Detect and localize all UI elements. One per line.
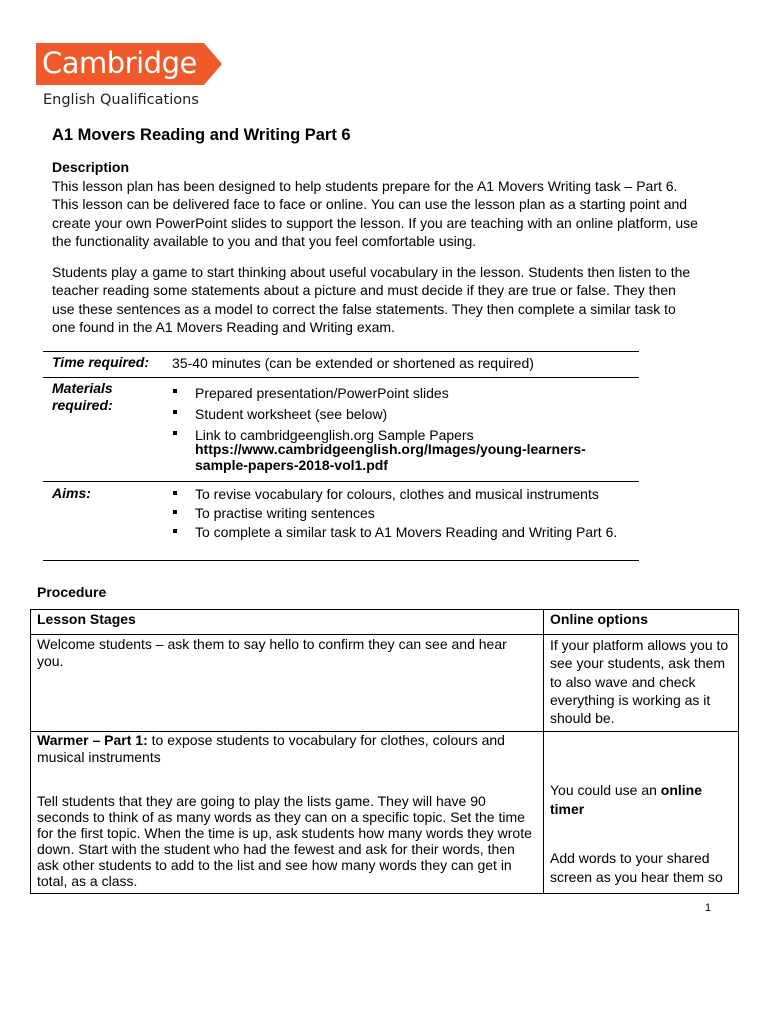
row2-online-timer [550, 781, 730, 818]
page-number: 1 [705, 902, 712, 914]
row1-online-text: If your platform allows you to see your students, ask them to also wave and check everything is working as it should be. [550, 637, 729, 727]
materials-list [172, 383, 474, 446]
sample-papers-link[interactable]: https://www.cambridgeenglish.org/Images/young-learners-sample-papers-2018-vol1.pdf [195, 441, 586, 473]
column-divider [543, 610, 544, 893]
column-header-online: Online options [550, 611, 648, 627]
online-timer-link[interactable]: online timer [550, 782, 703, 817]
list-item: Student worksheet (see below) [172, 404, 474, 425]
list-item: To practise writing sentences [172, 504, 617, 523]
row2-stage-paragraph: Tell students that they are going to play the lists game. They will have 90 seconds to think of as many words as they can on a specific topic. Set the time for the first topic. When the time is up, ask students how many words they wrote down. Start with the student who had the fewest and ask for their words, then ask other students to add to the list and see how many words they can get in total, as a class. [37, 793, 532, 889]
procedure-heading: Procedure [37, 584, 107, 600]
description-paragraph-1: This lesson plan has been designed to help students prepare for the A1 Movers Writing task – Part 6. This lesson can be delivered face to face or online. You can use the lesson plan as a starting point and create your own PowerPoint slides to support the lesson. If you are teaching with an online platform, use the functionality available to you and that you feel comfortable using. [52, 178, 698, 249]
column-header-stages: Lesson Stages [37, 611, 136, 627]
description-heading: Description [52, 159, 130, 175]
list-item: To complete a similar task to A1 Movers Reading and Writing Part 6. [172, 523, 617, 542]
warmer-label: Warmer – Part 1: [37, 732, 148, 748]
row-divider [31, 634, 738, 635]
logo-subtitle: English Qualifications [43, 92, 199, 108]
divider [43, 560, 639, 561]
row2-stage-intro [37, 732, 527, 765]
procedure-table [30, 609, 739, 894]
list-item: Prepared presentation/PowerPoint slides [172, 383, 474, 404]
aims-label: Aims: [52, 485, 91, 501]
cambridge-logo [36, 43, 222, 85]
logo-wordmark: Cambridge [42, 46, 197, 80]
description-paragraph-2: Students play a game to start thinking about useful vocabulary in the lesson. Students then listen to the teacher reading some statements about a picture and must decide if they are true or false. They then use these sentences as a model to correct the false statements. They then complete a similar task to one found in the A1 Movers Reading and Writing exam. [52, 264, 691, 335]
time-label: Time required: [52, 354, 149, 370]
page-title: A1 Movers Reading and Writing Part 6 [52, 126, 351, 144]
divider [43, 481, 639, 482]
warmer-description: to expose students to vocabulary for clothes, colours and musical instruments [37, 732, 505, 765]
list-item: Link to cambridgeenglish.org Sample Papers [172, 425, 474, 446]
divider [43, 377, 639, 378]
online-timer-prefix: You could use an [550, 782, 661, 798]
materials-label: Materials required: [52, 380, 113, 413]
list-item: To revise vocabulary for colours, clothes and musical instruments [172, 485, 617, 504]
row2-online-shared-screen: Add words to your shared screen as you hear them so [550, 850, 723, 885]
time-value: 35-40 minutes (can be extended or shortened as required) [172, 355, 534, 371]
aims-list [172, 485, 617, 542]
row1-stage-text: Welcome students – ask them to say hello to confirm they can see and hear you. [37, 636, 507, 669]
divider [43, 351, 639, 352]
